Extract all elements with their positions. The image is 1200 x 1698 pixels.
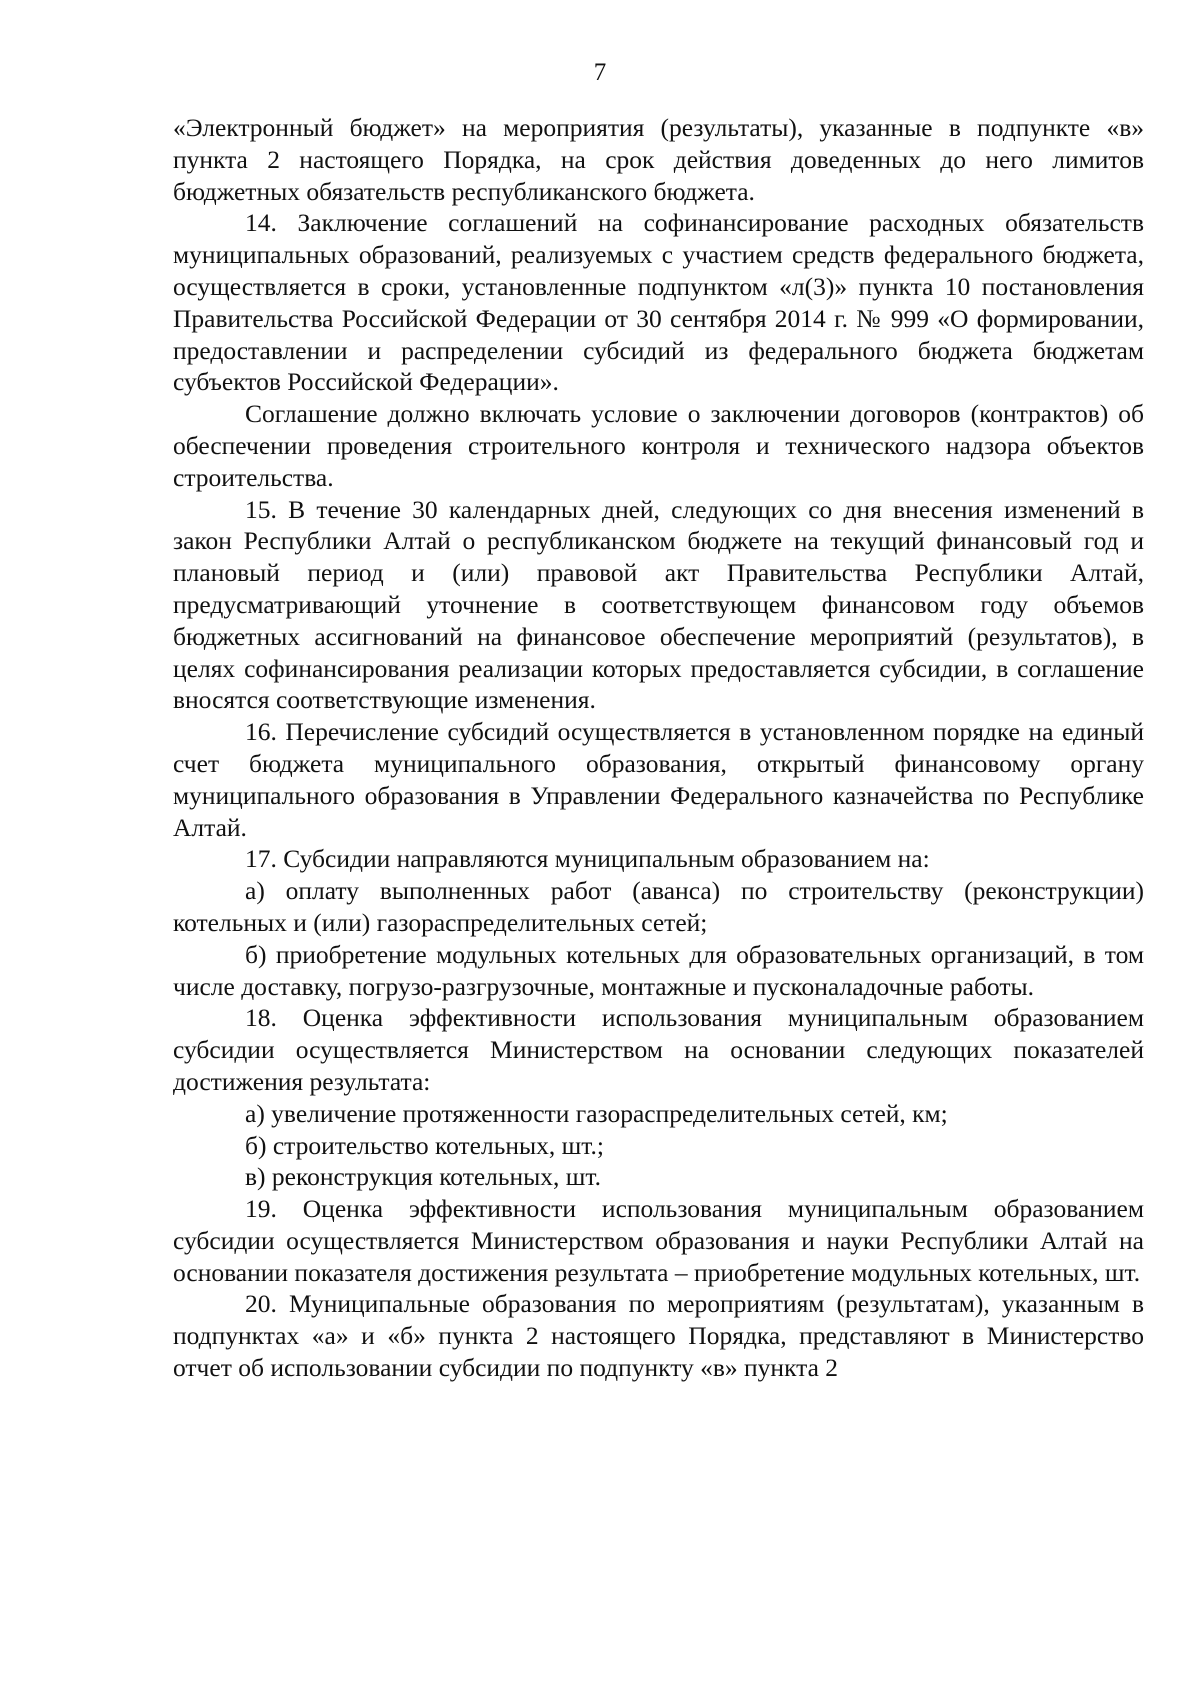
paragraph-18-b: б) строительство котельных, шт.; (245, 1130, 604, 1160)
paragraph-14: 14. Заключение соглашений на софинансирование расходных обязательств муниципальных образований, реализуемых с участием средств федерального бюджета, осуществляется в сроки, установленные подпунктом «л(3)» пункта 10 постановления Правительства Российской Федерации от 30 сентября 2014 г. № 999 «О формировании, предоставлении и распределении субсидий из федерального бюджета бюджетам субъектов Российской Федерации». (173, 208, 1144, 397)
paragraph-17-a: а) оплату выполненных работ (аванса) по строительству (реконструкции) котельных и (или) газораспределительных сетей; (173, 876, 1144, 937)
paragraph-continuation: «Электронный бюджет» на мероприятия (результаты), указанные в подпункте «в» пункта 2 настоящего Порядка, на срок действия доведенных до него лимитов бюджетных обязательств республиканского бюджета. (173, 113, 1144, 206)
paragraph-18: 18. Оценка эффективности использования муниципальным образованием субсидии осуществляется Министерством на основании следующих показателей достижения результата: (173, 1003, 1144, 1096)
page-number: 7 (593, 59, 607, 86)
paragraph-18-c: в) реконструкция котельных, шт. (245, 1162, 602, 1192)
paragraph-17-b: б) приобретение модульных котельных для образовательных организаций, в том числе доставку, погрузо-разгрузочные, монтажные и пусконаладочные работы. (173, 939, 1144, 1001)
paragraph-14-agreement: Соглашение должно включать условие о заключении договоров (контрактов) об обеспечении проведения строительного контроля и технического надзора объектов строительства. (173, 399, 1144, 492)
document-body (173, 112, 1144, 1384)
paragraph-19: 19. Оценка эффективности использования муниципальным образованием субсидии осуществляется Министерством образования и науки Республики Алтай на основании показателя достижения результата – приобретение модульных котельных, шт. (173, 1194, 1144, 1287)
paragraph-15: 15. В течение 30 календарных дней, следующих со дня внесения изменений в закон Республики Алтай о республиканском бюджете на текущий финансовый год и плановый период и (или) правовой акт Правительства Республики Алтай, предусматривающий уточнение в соответствующем финансовом году объемов бюджетных ассигнований на финансовое обеспечение мероприятий (результатов), в целях софинансирования реализации которых предоставляется субсидии, в соглашение вносятся соответствующие изменения. (173, 494, 1144, 715)
paragraph-16: 16. Перечисление субсидий осуществляется в установленном порядке на единый счет бюджета муниципального образования, открытый финансовому органу муниципального образования в Управлении Федерального казначейства по Республике Алтай. (173, 717, 1144, 842)
paragraph-20: 20. Муниципальные образования по мероприятиям (результатам), указанным в подпунктах «а» и «б» пункта 2 настоящего Порядка, представляют в Министерство отчет об использовании субсидии по подпункту «в» пункта 2 (173, 1289, 1144, 1383)
paragraph-18-a: а) увеличение протяженности газораспределительных сетей, км; (245, 1098, 948, 1128)
paragraph-17: 17. Субсидии направляются муниципальным образованием на: (245, 844, 930, 874)
